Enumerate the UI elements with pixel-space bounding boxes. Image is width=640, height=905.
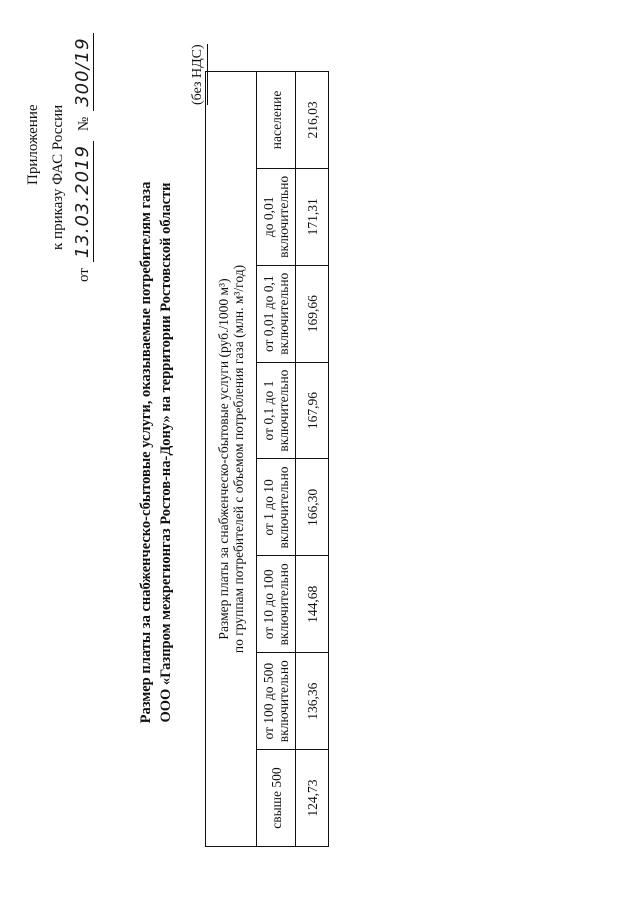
value-cell: 216,03 [296, 72, 329, 169]
group-header-cell: до 0,01 включительно [257, 168, 296, 265]
value-cell: 124,73 [296, 750, 329, 847]
value-cell: 166,30 [296, 459, 329, 556]
group-header-cell: от 0,01 до 0,1 включительно [257, 265, 296, 362]
order-date-number-line [72, 33, 94, 282]
table-main-header [206, 72, 257, 847]
value-cell: 144,68 [296, 556, 329, 653]
value-cell: 169,66 [296, 265, 329, 362]
date-prefix: от [76, 268, 92, 282]
handwritten-number: 300/19 [72, 33, 94, 110]
group-header-cell: от 10 до 100 включительно [257, 556, 296, 653]
handwritten-date: 13.03.2019 [72, 141, 94, 262]
table-header-line-1: Размер платы за снабженческо-сбытовые услуги (руб./1000 м³) [216, 278, 231, 640]
appendix-label: Приложение [25, 104, 41, 185]
table-header-line-2: по группам потребителей с объемом потребления газа (млн. м³/год) [231, 264, 246, 654]
value-cell: 136,36 [296, 653, 329, 750]
title-line-1: Размер платы за снабженческо-сбытовые услуги, оказываемые потребителям газа [138, 181, 154, 724]
group-header-row [257, 72, 296, 847]
group-header-cell: свыше 500 [257, 750, 296, 847]
order-reference: к приказу ФАС России [50, 104, 66, 250]
number-prefix: № [76, 116, 92, 132]
group-header-cell: население [257, 72, 296, 169]
group-header-cell: от 1 до 10 включительно [257, 459, 296, 556]
group-header-cell: от 100 до 500 включительно [257, 653, 296, 750]
group-header-cell: от 0,1 до 1 включительно [257, 362, 296, 459]
value-cell: 167,96 [296, 362, 329, 459]
values-row [296, 72, 329, 847]
value-cell: 171,31 [296, 168, 329, 265]
vat-note: (без НДС) [190, 44, 208, 105]
title-line-2: ООО «Газпром межрегионгаз Ростов-на-Дону» на территории Ростовской области [158, 182, 174, 723]
tariff-table [205, 71, 329, 847]
